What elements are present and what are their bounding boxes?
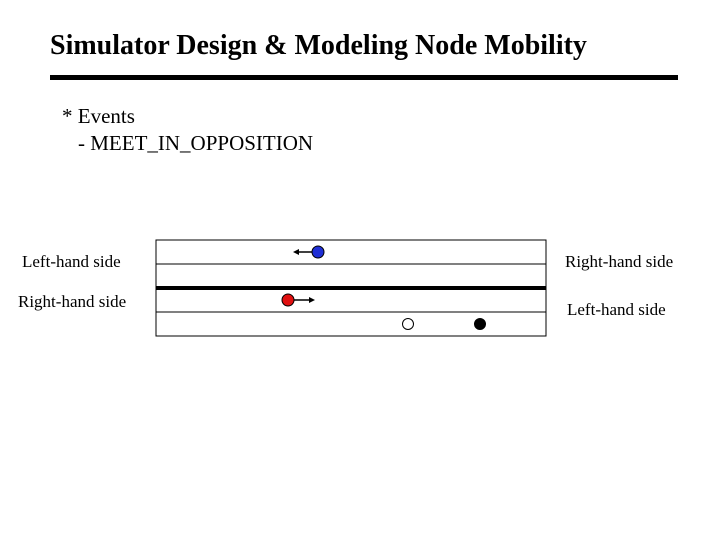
label-right-top: Right-hand side <box>565 252 674 271</box>
slide-title: Simulator Design & Modeling Node Mobility <box>50 30 587 61</box>
blue-node <box>312 246 324 258</box>
white-node <box>403 319 414 330</box>
red-node <box>282 294 294 306</box>
label-right-bottom: Left-hand side <box>567 300 666 319</box>
red-node-arrow-head <box>309 297 315 303</box>
label-left-bottom: Right-hand side <box>18 292 127 311</box>
label-left-top: Left-hand side <box>22 252 121 271</box>
black-node <box>475 319 486 330</box>
bullet-meet-in-opposition: - MEET_IN_OPPOSITION <box>78 131 314 155</box>
blue-node-arrow-head <box>293 249 299 255</box>
bullet-events: * Events <box>62 104 135 128</box>
